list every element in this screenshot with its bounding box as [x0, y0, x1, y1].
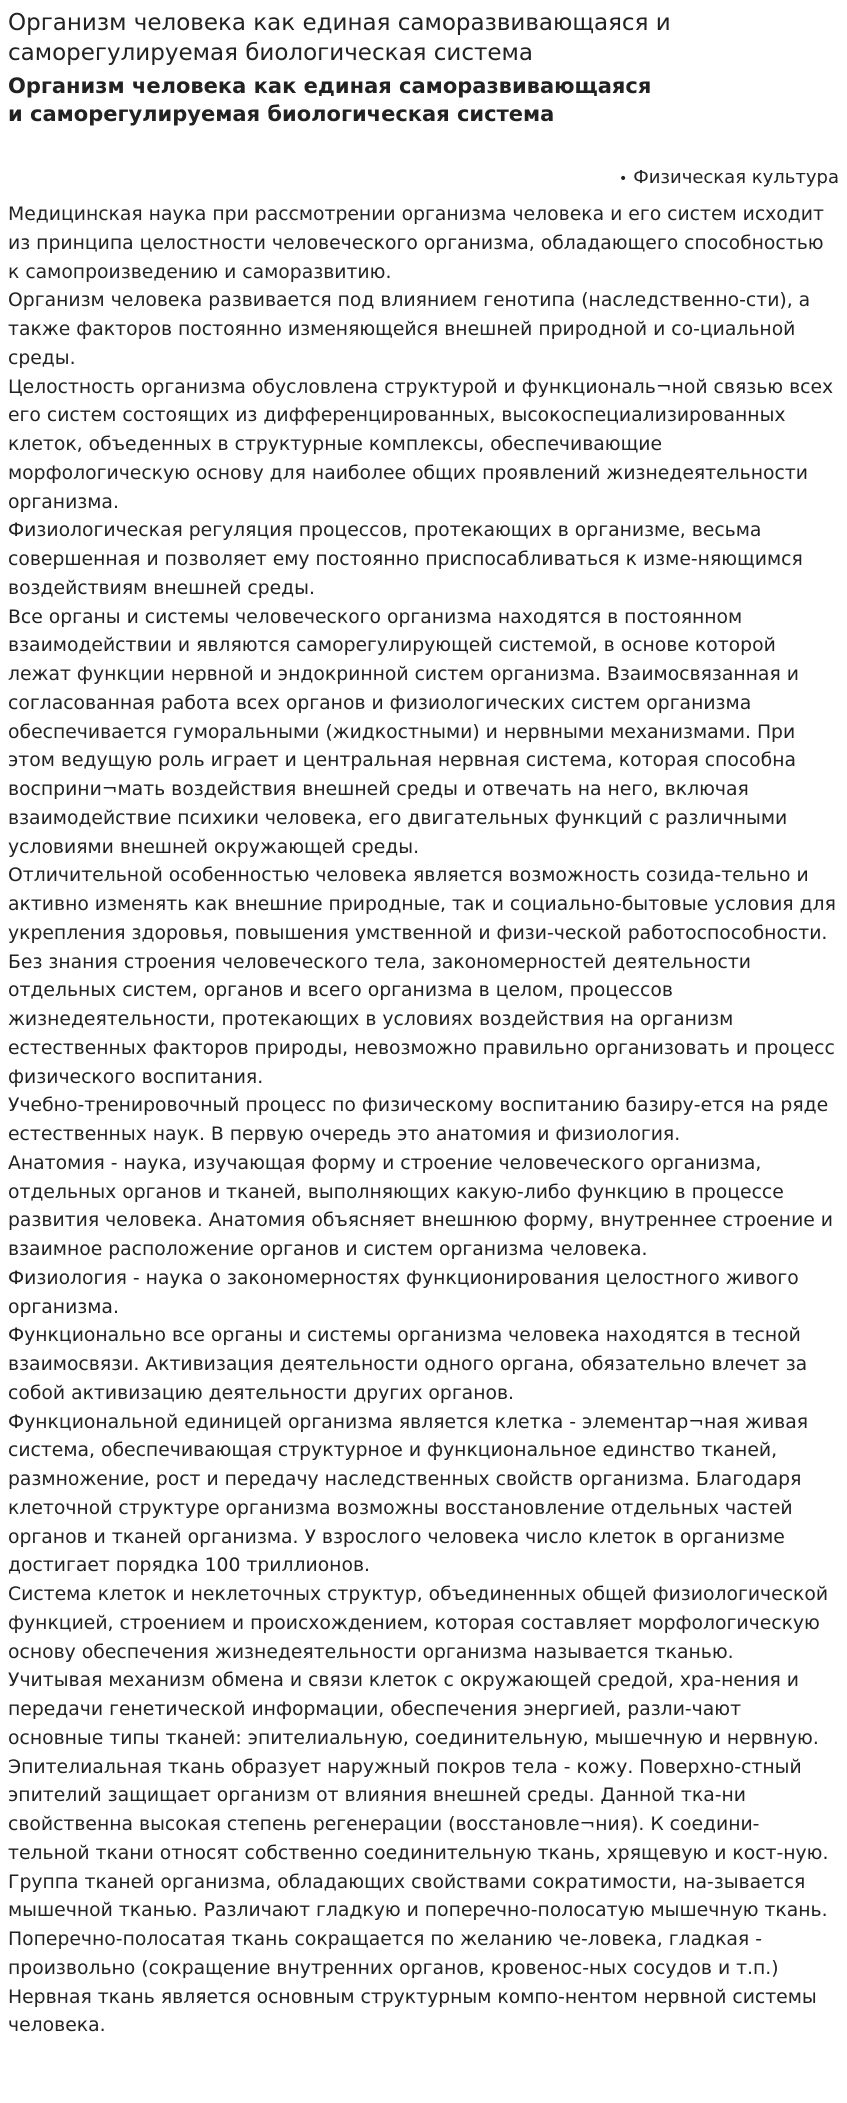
article-heading-line-1: Организм человека как единая саморазвивающаяся [8, 74, 652, 98]
paragraph-16: Группа тканей организма, обладающих свойствами сократимости, на-зывается мышечной тканью. Различают гладкую и поперечно-полосатую мышечную ткань. Поперечно-полосатая ткань сокращается по желанию че-ловека, гладкая - произвольно (сокращение внутренних органов, кровенос-ных сосудов и т.п.) [8, 1871, 828, 1979]
article-heading-line-2: и саморегулируемая биологическая система [8, 102, 555, 126]
article-heading [8, 72, 839, 128]
category-row [8, 166, 839, 191]
paragraph-7: Без знания строения человеческого тела, закономерностей деятельности отдельных систем, органов и всего организма в целом, процессов жизнедеятельности, протекающих в условиях воздействия на организм естественных факторов природы, невозможно правильно организовать и процесс физического воспитания. [8, 951, 835, 1088]
paragraph-3: Целостность организма обусловлена структурой и функциональ¬ной связью всех его систем состоящих из дифференцированных, высокоспециализированных клеток, объеденных в структурные комплексы, обеспечивающие морфологическую основу для наиболее общих проявлений жизнедеятельности организма. [8, 376, 834, 513]
paragraph-1: Медицинская наука при рассмотрении организма человека и его систем исходит из принципа целостности человеческого организма, обладающего способностью к самопроизведению и саморазвитию. [8, 204, 824, 283]
paragraph-10: Физиология - наука о закономерностях функционирования целостного живого организма. [8, 1267, 799, 1318]
category-link[interactable]: Физическая культура [633, 167, 839, 188]
paragraph-11: Функционально все органы и системы организма человека находятся в тесной взаимосвязи. Активизация деятельности одного органа, обязательно влечет за собой активизацию деятельности других органов. [8, 1325, 808, 1404]
page-title: Организм человека как единая саморазвивающаяся и саморегулируемая биологическая система [8, 10, 671, 66]
paragraph-13: Система клеток и неклеточных структур, объединенных общей физиологической функцией, строением и происхождением, которая составляет морфологическую основу обеспечения жизнедеятельности организма называется тканью. [8, 1584, 829, 1663]
paragraph-6: Отличительной особенностью человека является возможность созида-тельно и активно изменять как внешние природные, так и социально-бытовые условия для укрепления здоровья, повышения умственной и физи-ческой работоспособности. [8, 865, 836, 944]
paragraph-8: Учебно-тренировочный процесс по физическому воспитанию базиру-ется на ряде естественных наук. В первую очередь это анатомия и физиология. [8, 1095, 829, 1145]
paragraph-12: Функциональной единицей организма является клетка - элементар¬ная живая система, обеспечивающая структурное и функциональное единство тканей, размножение, рост и передачу наследственных свойств организма. Благодаря клеточной структуре организма возможны восстановление отдельных частей органов и тканей организма. У взрослого человека число клеток в организме достигает порядка 100 триллионов. [8, 1411, 809, 1577]
paragraph-14: Учитывая механизм обмена и связи клеток с окружающей средой, хра-нения и передачи генетической информации, обеспечения энергией, разли-чают основные типы тканей: эпителиальную, соединительную, мышечную и нервную. [8, 1670, 819, 1749]
paragraph-17: Нервная ткань является основным структурным компо-нентом нервной системы человека. [8, 1986, 817, 2037]
paragraph-4: Физиологическая регуляция процессов, протекающих в организме, весьма совершенная и позволяет ему постоянно приспосабливаться к изме-няющимся воздействиям внешней среды. [8, 520, 803, 599]
paragraph-5: Все органы и системы человеческого организма находятся в постоянном взаимодействии и являются саморегулирующей системой, в основе которой лежат функции нервной и эндокринной систем организма. Взаимосвязанная и согласованная работа всех органов и физиологических систем организма обеспечивается гуморальными (жидкостными) и нервными механизмами. При этом ведущую роль играет и центральная нервная система, которая способна восприни¬мать воздействия внешней среды и отвечать на него, включая взаимодействие психики человека, его двигательных функций с различными условиями внешней окружающей среды. [8, 606, 799, 858]
paragraph-15: Эпителиальная ткань образует наружный покров тела - кожу. Поверхно-стный эпителий защищает организм от влияния внешней среды. Данной тка-ни свойственна высокая степень регенерации (восстановле¬ния). К соедини-тельной ткани относят собственно соединительную ткань, хрящевую и кост-ную. [8, 1756, 829, 1864]
paragraph-9: Анатомия - наука, изучающая форму и строение человеческого организма, отдельных органов и тканей, выполняющих какую-либо функцию в процессе развития человека. Анатомия объясняет внешнюю форму, внутреннее строение и взаимное расположение органов и систем организма человека. [8, 1152, 834, 1260]
paragraph-2: Организм человека развивается под влиянием генотипа (наследственно-сти), а также факторов постоянно изменяющейся внешней природной и со-циальной среды. [8, 290, 811, 369]
article-content [8, 201, 839, 2041]
bullet-icon: • [618, 171, 628, 187]
